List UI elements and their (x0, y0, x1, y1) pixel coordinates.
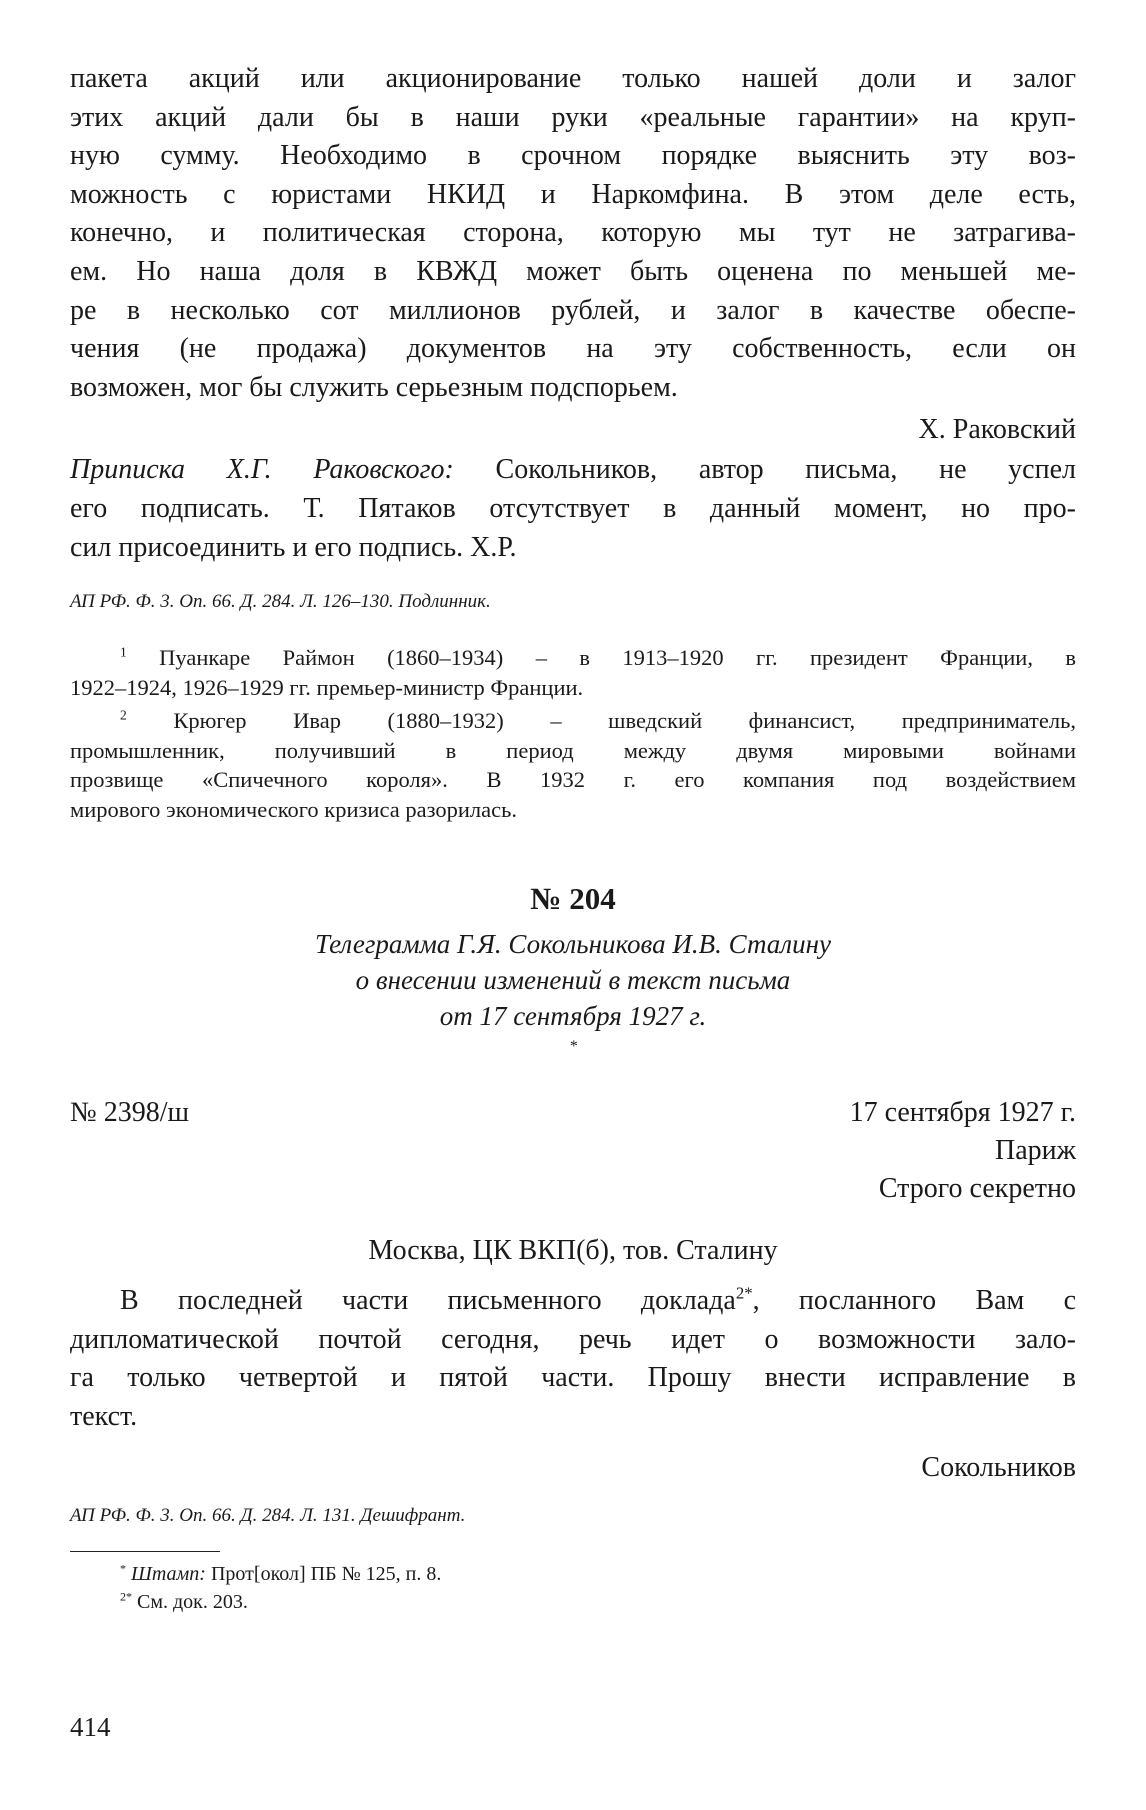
text-line: сил присоединить и его подпись. Х.Р. (70, 531, 517, 563)
text-line: конечно, и политическая сторона, которую мы тут не затрагива- (70, 217, 1076, 249)
text-line: этих акций дали бы в наши руки «реальные гарантии» на круп- (70, 101, 1076, 133)
page-content (70, 60, 1076, 1616)
body-footnote-mark: 2* (735, 1283, 753, 1303)
note-text: Прот[окол] ПБ № 125, п. 8. (205, 1562, 442, 1585)
telegram-body (70, 1282, 1076, 1436)
text-line: ре в несколько сот миллионов рублей, и залог в качестве обеспе- (70, 294, 1076, 326)
title-footnote-mark: * (568, 1037, 578, 1056)
text-line: ем. Но наша доля в КВЖД может быть оценена по меньшей ме- (70, 255, 1076, 287)
archive-reference: АП РФ. Ф. 3. Оп. 66. Д. 284. Л. 131. Дешифрант. (70, 1504, 466, 1526)
document-date: 17 сентября 1927 г. (849, 1097, 1076, 1129)
page-number: 414 (70, 1712, 111, 1742)
text-line (70, 451, 1076, 490)
addressee: Москва, ЦК ВКП(б), тов. Сталину (368, 1235, 778, 1267)
letter-body (70, 60, 1076, 407)
text-line: можность с юристами НКИД и Наркомфина. В этом деле есть, (70, 178, 1076, 210)
footnote-line: промышленник, получивший в период между двумя мировыми войнами (70, 737, 1076, 763)
text-line: пакета акций или акционирование только нашей доли и залог (70, 63, 1076, 94)
document-number: № 204 (530, 881, 616, 917)
footnote-line: прозвище «Спичечного короля». В 1932 г. его компания под воздействием (70, 767, 1076, 793)
letter-signature: Х. Раковский (918, 414, 1076, 446)
document-meta (70, 1094, 1076, 1132)
footnote-mark: 2 (120, 707, 127, 723)
document-title (70, 926, 1076, 1070)
footnote-line: 1922–1924, 1926–1929 гг. премьер-министр Франции. (70, 674, 584, 700)
footnote-1 (70, 643, 1076, 673)
footnote-text: Пуанкаре Раймон (1860–1934) – в 1913–1920 гг. президент Франции, в (126, 645, 1076, 671)
text-line (70, 1282, 1076, 1321)
footnote-2 (70, 706, 1076, 736)
registration-number: № 2398/ш (70, 1097, 190, 1129)
postscript-label: Приписка Х.Г. Раковского: (70, 454, 454, 486)
footnote-line: мирового экономического кризиса разорилась. (70, 796, 517, 822)
text-line: возможен, мог бы служить серьезным подспорьем. (70, 371, 678, 403)
text-line: чения (не продажа) документов на эту собственность, если он (70, 333, 1076, 365)
title-text: от 17 сентября 1927 г. (439, 1001, 707, 1032)
title-line: Телеграмма Г.Я. Сокольникова И.В. Сталину (315, 929, 831, 960)
telegram-signature: Сокольников (921, 1451, 1076, 1483)
text-line: ную сумму. Необходимо в срочном порядке выяснить эту воз- (70, 140, 1076, 172)
body-text: В последней части письменного доклада (120, 1285, 736, 1317)
note-mark: 2* (120, 1588, 132, 1603)
footnote-text: Крюгер Ивар (1880–1932) – шведский финансист, предприниматель, (126, 708, 1076, 734)
document-place: Париж (995, 1135, 1076, 1167)
secrecy-stamp: Строго секретно (878, 1173, 1076, 1205)
footnotes (70, 643, 1076, 824)
note-1 (70, 1560, 1076, 1588)
note-mark: * (120, 1560, 126, 1575)
text-line: текст. (70, 1400, 138, 1432)
note-text: См. док. 203. (132, 1590, 248, 1613)
note-2 (70, 1588, 1076, 1616)
archive-reference: АП РФ. Ф. 3. Оп. 66. Д. 284. Л. 126–130. Подлинник. (70, 591, 491, 613)
footnote-mark: 1 (120, 644, 127, 660)
postscript-text: Сокольников, автор письма, не успел (453, 454, 1076, 486)
postscript (70, 451, 1076, 567)
text-line: его подписать. Т. Пятаков отсутствует в данный момент, но про- (70, 492, 1076, 524)
text-line: дипломатической почтой сегодня, речь идет о возможности зало- (70, 1323, 1076, 1355)
footnote-divider (70, 1551, 220, 1552)
text-line: га только четвертой и пятой части. Прошу внести исправление в (70, 1362, 1076, 1394)
title-line: о внесении изменений в текст письма (355, 965, 791, 996)
note-label: Штамп: (131, 1562, 206, 1585)
title-line (70, 998, 1076, 1070)
document-notes (70, 1560, 1076, 1616)
body-text: , посланного Вам с (752, 1285, 1077, 1317)
